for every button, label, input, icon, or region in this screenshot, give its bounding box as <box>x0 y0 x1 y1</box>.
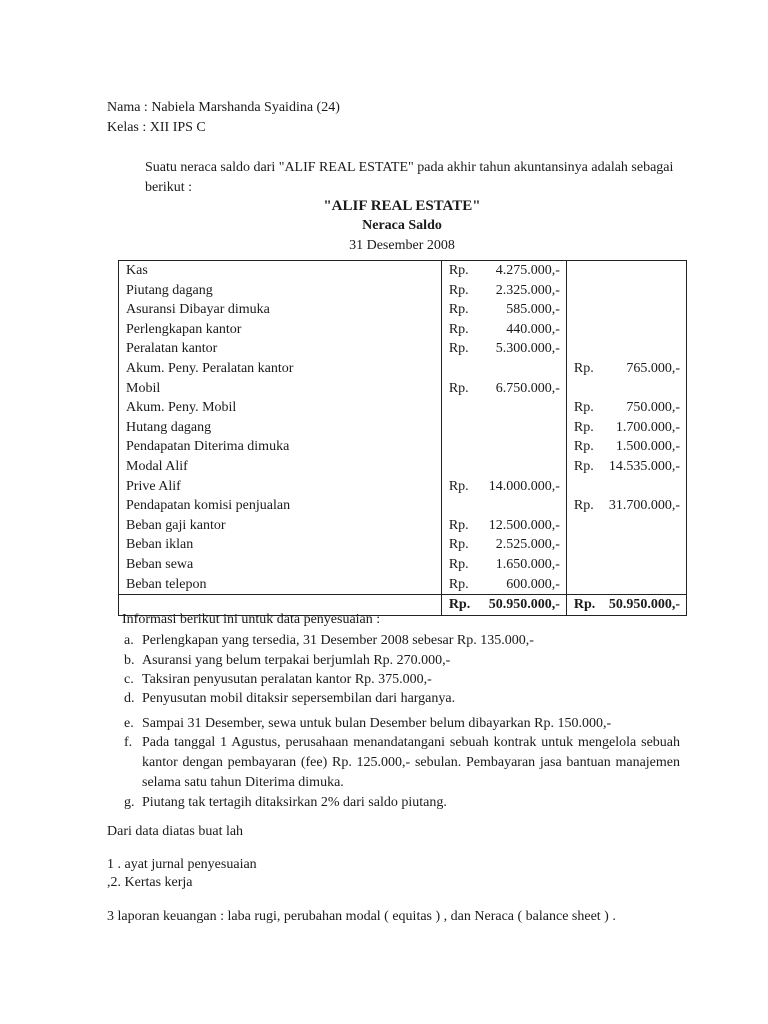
credit-currency <box>566 477 608 497</box>
credit-amount <box>609 516 687 536</box>
item-letter: a. <box>124 633 134 648</box>
task-2: ,2. Kertas kerja <box>107 875 193 890</box>
total-debit-currency: Rp. <box>441 595 488 616</box>
table-row <box>119 437 687 457</box>
table-row <box>119 457 687 477</box>
table-row <box>119 477 687 497</box>
debit-currency: Rp. <box>448 576 469 592</box>
table-row <box>119 535 687 555</box>
credit-amount: 750.000,- <box>626 400 680 416</box>
debit-amount: 585.000,- <box>489 300 567 320</box>
item-letter: d. <box>124 691 135 706</box>
item-text: Penyusutan mobil ditaksir sepersembilan dari harganya. <box>142 691 456 706</box>
credit-currency <box>566 555 608 575</box>
account-name: Beban gaji kantor <box>119 516 442 536</box>
debit-amount: 600.000,- <box>489 575 567 595</box>
student-name: Nama : Nabiela Marshanda Syaidina (24) <box>107 100 340 115</box>
item-text: Taksiran penyusutan peralatan kantor Rp. 375.000,- <box>142 672 432 687</box>
debit-amount <box>489 418 567 438</box>
account-name: Pendapatan komisi penjualan <box>119 496 442 516</box>
statement-title: Neraca Saldo <box>362 218 442 233</box>
account-name: Beban telepon <box>119 575 442 595</box>
debit-currency <box>441 496 488 516</box>
credit-amount <box>609 320 687 340</box>
table-row <box>119 398 687 418</box>
task-3: 3 laporan keuangan : laba rugi, perubahan modal ( equitas ) , dan Neraca ( balance sheet ) . <box>107 909 616 924</box>
task-1: 1 . ayat jurnal penyesuaian <box>107 857 257 872</box>
credit-currency <box>566 281 608 301</box>
account-name: Asuransi Dibayar dimuka <box>119 300 442 320</box>
account-name: Perlengkapan kantor <box>119 320 442 340</box>
credit-amount <box>609 575 687 595</box>
intro-paragraph: Suatu neraca saldo dari "ALIF REAL ESTATE" pada akhir tahun akuntansinya adalah sebagai berikut : <box>145 160 674 195</box>
item-text: Piutang tak tertagih ditaksirkan 2% dari saldo piutang. <box>142 795 447 810</box>
account-name: Modal Alif <box>119 457 442 477</box>
account-name: Mobil <box>119 379 442 399</box>
debit-amount: 440.000,- <box>489 320 567 340</box>
account-name: Kas <box>119 261 442 281</box>
table-row <box>119 281 687 301</box>
credit-currency <box>566 320 608 340</box>
debit-currency: Rp. <box>448 302 469 318</box>
debit-amount: 1.650.000,- <box>489 555 567 575</box>
credit-amount <box>609 261 687 281</box>
debit-currency <box>441 437 488 457</box>
credit-amount: 31.700.000,- <box>608 498 680 514</box>
credit-amount <box>609 300 687 320</box>
table-row <box>119 516 687 536</box>
credit-currency: Rp. <box>573 419 594 435</box>
item-text: Asuransi yang belum terpakai berjumlah Rp. 270.000,- <box>142 653 451 668</box>
credit-amount: 765.000,- <box>626 360 680 376</box>
table-row <box>119 261 687 281</box>
credit-currency <box>566 535 608 555</box>
item-text: Pada tanggal 1 Agustus, perusahaan menandatangani sebuah kontrak untuk mengelola sebuah kantor dengan pembayaran (fee) Rp. 125.000,- sebulan. Pembayaran jasa bantuan manajemen selama satu tahun Diterima dimuka. <box>142 735 680 790</box>
debit-currency: Rp. <box>448 517 469 533</box>
debit-amount: 5.300.000,- <box>489 339 567 359</box>
debit-amount: 12.500.000,- <box>489 516 567 536</box>
debit-currency: Rp. <box>448 556 469 572</box>
account-name: Akum. Peny. Mobil <box>119 398 442 418</box>
credit-amount <box>609 379 687 399</box>
credit-currency: Rp. <box>573 498 594 514</box>
item-letter: g. <box>124 795 135 810</box>
debit-currency: Rp. <box>448 478 469 494</box>
credit-amount <box>609 281 687 301</box>
debit-currency: Rp. <box>448 321 469 337</box>
student-class: Kelas : XII IPS C <box>107 120 206 135</box>
credit-amount <box>609 535 687 555</box>
table-row <box>119 575 687 595</box>
debit-currency <box>441 359 488 379</box>
debit-amount: 2.325.000,- <box>489 281 567 301</box>
debit-currency <box>441 457 488 477</box>
table-row <box>119 496 687 516</box>
debit-currency <box>441 418 488 438</box>
item-letter: e. <box>124 716 134 731</box>
account-name: Piutang dagang <box>119 281 442 301</box>
debit-amount <box>489 437 567 457</box>
table-row <box>119 320 687 340</box>
table-row <box>119 555 687 575</box>
debit-currency: Rp. <box>448 282 469 298</box>
credit-currency <box>566 575 608 595</box>
item-letter: b. <box>124 653 135 668</box>
debit-currency: Rp. <box>448 341 469 357</box>
credit-amount <box>609 339 687 359</box>
company-title: "ALIF REAL ESTATE" <box>323 198 481 214</box>
credit-amount: 1.500.000,- <box>615 439 680 455</box>
item-letter: c. <box>124 672 134 687</box>
table-row <box>119 339 687 359</box>
account-name: Beban iklan <box>119 535 442 555</box>
credit-currency <box>566 339 608 359</box>
table-row <box>119 418 687 438</box>
credit-currency <box>566 300 608 320</box>
table-row <box>119 379 687 399</box>
account-name: Beban sewa <box>119 555 442 575</box>
credit-amount <box>609 555 687 575</box>
trial-balance-table <box>118 260 687 616</box>
account-name: Peralatan kantor <box>119 339 442 359</box>
total-debit-amount: 50.950.000,- <box>489 595 567 616</box>
total-credit-amount: 50.950.000,- <box>609 595 687 616</box>
item-text: Perlengkapan yang tersedia, 31 Desember 2008 sebesar Rp. 135.000,- <box>142 633 534 648</box>
credit-currency <box>566 516 608 536</box>
adjustments-heading: Informasi berikut ini untuk data penyesuaian : <box>122 612 381 627</box>
debit-currency <box>441 398 488 418</box>
credit-currency: Rp. <box>573 360 594 376</box>
debit-currency: Rp. <box>448 380 469 396</box>
debit-currency: Rp. <box>448 263 469 278</box>
item-text: Sampai 31 Desember, sewa untuk bulan Desember belum dibayarkan Rp. 150.000,- <box>142 716 612 731</box>
tasks-intro: Dari data diatas buat lah <box>107 824 244 839</box>
account-name: Pendapatan Diterima dimuka <box>119 437 442 457</box>
credit-currency: Rp. <box>573 439 594 455</box>
item-letter: f. <box>124 735 133 750</box>
credit-currency <box>566 261 608 281</box>
account-name: Prive Alif <box>119 477 442 497</box>
debit-currency: Rp. <box>448 537 469 553</box>
debit-amount <box>489 496 567 516</box>
debit-amount: 2.525.000,- <box>489 535 567 555</box>
debit-amount: 6.750.000,- <box>489 379 567 399</box>
credit-currency <box>566 379 608 399</box>
account-name: Hutang dagang <box>119 418 442 438</box>
table-row <box>119 359 687 379</box>
total-credit-currency: Rp. <box>566 595 608 616</box>
debit-amount: 14.000.000,- <box>489 477 567 497</box>
credit-amount: 14.535.000,- <box>608 458 680 474</box>
statement-date: 31 Desember 2008 <box>349 238 455 253</box>
debit-amount <box>489 359 567 379</box>
credit-currency: Rp. <box>573 400 594 416</box>
debit-amount <box>489 457 567 477</box>
credit-amount: 1.700.000,- <box>615 419 680 435</box>
debit-amount <box>489 398 567 418</box>
debit-amount: 4.275.000,- <box>489 261 567 281</box>
credit-currency: Rp. <box>573 458 594 474</box>
account-name: Akum. Peny. Peralatan kantor <box>119 359 442 379</box>
table-row <box>119 300 687 320</box>
credit-amount <box>609 477 687 497</box>
